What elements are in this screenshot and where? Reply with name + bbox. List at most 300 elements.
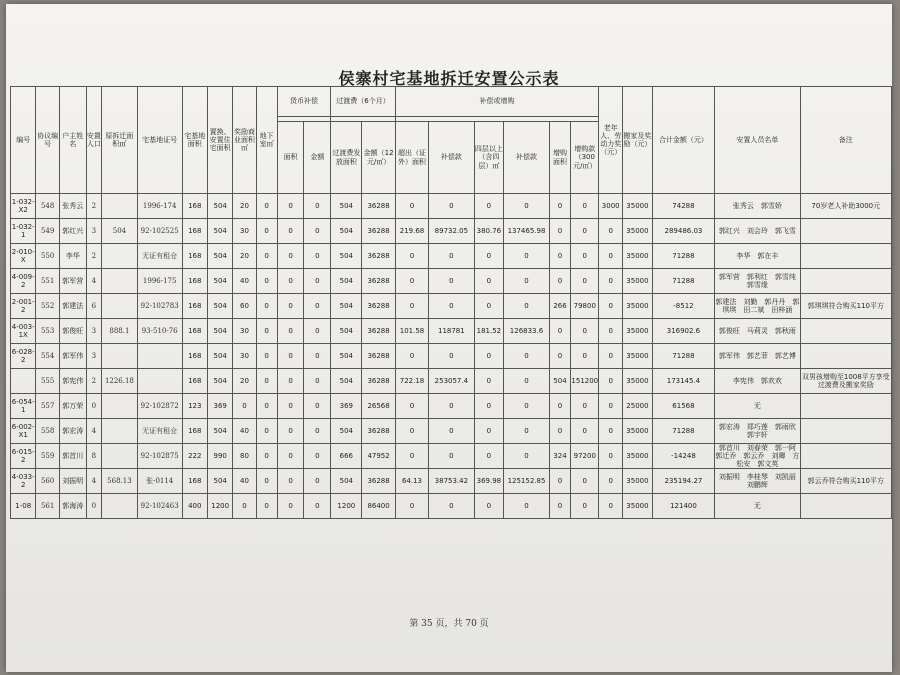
cell-cert: 92-102875 [137,444,182,469]
cell-owner: 郭建法 [59,294,86,319]
cell-owner: 刘振明 [59,469,86,494]
cell-aa: 0 [549,269,571,294]
cell-rel: 35000 [623,369,653,394]
cell-ff: 369.98 [474,469,504,494]
header-num: 编号 [11,87,36,194]
cell-remark [800,494,891,519]
cell-agr: 554 [36,344,59,369]
cell-ha: 168 [182,369,207,394]
cell-remark [800,394,891,419]
cell-ta: 666 [331,444,362,469]
cell-bs: 0 [256,344,277,369]
cell-ba: 20 [233,369,256,394]
cell-cf2: 0 [504,269,550,294]
cell-ea: 0 [395,444,428,469]
cell-sa: 504 [207,244,233,269]
cell-ppl: 2 [86,194,102,219]
cell-ma: 0 [277,219,304,244]
cell-eld: 0 [599,219,623,244]
cell-aa: 0 [549,219,571,244]
cell-bs: 0 [256,494,277,519]
cell-eld: 0 [599,294,623,319]
cell-bs: 0 [256,444,277,469]
cell-total: 61568 [652,394,714,419]
cell-ma: 0 [277,419,304,444]
table-row [11,194,892,219]
cell-ppl: 3 [86,319,102,344]
cell-owner: 郭军营 [59,269,86,294]
cell-ta: 504 [331,369,362,394]
cell-ba: 30 [233,219,256,244]
cell-ha: 123 [182,394,207,419]
cell-total: 71288 [652,419,714,444]
cell-rel: 35000 [623,219,653,244]
cell-ta: 504 [331,244,362,269]
cell-persons: 郭红兴 刘会玲 郭飞雪 [715,219,800,244]
header-monetary: 货币补偿 [277,87,331,117]
cell-num: 2-010-X [11,244,36,269]
header-bonus-area: 奖励商业面积㎡ [233,87,256,194]
cell-tamt: 36288 [362,294,395,319]
cell-owner: 郭宏涛 [59,419,86,444]
cell-aa: 0 [549,344,571,369]
cell-num: 6-002-X1 [11,419,36,444]
cell-num: 6-015-2 [11,444,36,469]
cell-ppl: 4 [86,269,102,294]
cell-cf2: 0 [504,444,550,469]
cell-aa: 0 [549,194,571,219]
cell-agr: 560 [36,469,59,494]
cell-agr: 557 [36,394,59,419]
cell-owner: 郭红兴 [59,219,86,244]
cell-eld: 0 [599,419,623,444]
cell-total: 71288 [652,269,714,294]
cell-agr: 552 [36,294,59,319]
cell-owner: 郭俊旺 [59,319,86,344]
cell-rel: 35000 [623,419,653,444]
cell-bs: 0 [256,219,277,244]
cell-ba: 40 [233,469,256,494]
cell-ba: 20 [233,194,256,219]
cell-cf: 0 [429,269,474,294]
cell-aa: 0 [549,394,571,419]
cell-ta: 504 [331,194,362,219]
cell-ma: 0 [277,369,304,394]
cell-ta: 504 [331,419,362,444]
cell-mamt: 0 [304,269,331,294]
cell-ha: 168 [182,294,207,319]
cell-rel: 35000 [623,194,653,219]
cell-ff: 0 [474,294,504,319]
cell-persons: 张秀云 郭雪娇 [715,194,800,219]
cell-ma: 0 [277,244,304,269]
cell-agr: 559 [36,444,59,469]
cell-eld: 3000 [599,194,623,219]
cell-aa: 0 [549,244,571,269]
cell-cert: 1996-174 [137,194,182,219]
cell-ppl: 0 [86,394,102,419]
cell-cf: 0 [429,494,474,519]
cell-orig [102,244,138,269]
cell-ma: 0 [277,319,304,344]
cell-ea: 0 [395,419,428,444]
cell-tamt: 36288 [362,194,395,219]
cell-ea: 64.13 [395,469,428,494]
cell-tamt: 36288 [362,319,395,344]
cell-ha: 168 [182,269,207,294]
cell-ha: 168 [182,344,207,369]
cell-tamt: 36288 [362,419,395,444]
cell-cert: 无证有租仓 [137,419,182,444]
cell-persons: 郭军营 郭利红 郭雪纯 郭雪缘 [715,269,800,294]
cell-eld: 0 [599,469,623,494]
cell-bs: 0 [256,369,277,394]
cell-ha: 222 [182,444,207,469]
cell-total: 121400 [652,494,714,519]
cell-aa: 0 [549,319,571,344]
cell-persons: 无 [715,394,800,419]
cell-agr: 551 [36,269,59,294]
cell-ba: 30 [233,344,256,369]
cell-ta: 504 [331,269,362,294]
header-mon-amount: 金额 [304,122,331,194]
cell-total: -14248 [652,444,714,469]
cell-ea: 0 [395,344,428,369]
cell-ha: 168 [182,319,207,344]
cell-aa: 0 [549,494,571,519]
cell-num [11,369,36,394]
cell-ff: 0 [474,494,504,519]
cell-agr: 558 [36,419,59,444]
cell-owner: 郭万荣 [59,394,86,419]
cell-eld: 0 [599,444,623,469]
cell-cf2: 0 [504,294,550,319]
cell-ba: 20 [233,244,256,269]
cell-persons: 郭宏涛 郑巧莲 郭雨欣 郭宇轩 [715,419,800,444]
cell-ff: 380.76 [474,219,504,244]
cell-rel: 35000 [623,494,653,519]
header-remarks: 备注 [800,87,891,194]
relocation-table [10,86,892,519]
cell-mamt: 0 [304,419,331,444]
cell-sa: 504 [207,219,233,244]
cell-persons: 李华 郭在丰 [715,244,800,269]
cell-remark [800,244,891,269]
cell-persons: 无 [715,494,800,519]
cell-total: 71288 [652,344,714,369]
cell-eld: 0 [599,394,623,419]
header-agreement: 协议编号 [36,87,59,194]
cell-cf2: 0 [504,194,550,219]
cell-persons: 郭俊旺 马莉灵 郭秋雨 [715,319,800,344]
table-row [11,269,892,294]
table-header [11,87,892,194]
table-row [11,419,892,444]
cell-orig [102,194,138,219]
cell-orig [102,294,138,319]
cell-ta: 504 [331,319,362,344]
cell-eld: 0 [599,369,623,394]
cell-ta: 504 [331,469,362,494]
header-fourth-floor: 四层以上（含四层）㎡ [474,122,504,194]
cell-cf2: 0 [504,244,550,269]
cell-ppl: 3 [86,219,102,244]
cell-remark: 70岁老人补助3000元 [800,194,891,219]
cell-persons: 刘振明 李桂琴 刘凯丽 刘鹏辉 [715,469,800,494]
cell-tamt: 36288 [362,369,395,394]
header-tr-amount: 金额（12元/㎡） [362,122,395,194]
cell-cf2: 137465.98 [504,219,550,244]
cell-tamt: 36288 [362,469,395,494]
cell-total: 289486.03 [652,219,714,244]
table-row [11,294,892,319]
cell-persons: 李宪伟 郭欢欢 [715,369,800,394]
header-orig-area: 原拆迁面积㎡ [102,87,138,194]
header-total: 合计金额（元） [652,87,714,194]
cell-ba: 0 [233,394,256,419]
cell-ea: 0 [395,194,428,219]
cell-ba: 60 [233,294,256,319]
cell-af: 0 [571,344,599,369]
cell-sa: 504 [207,269,233,294]
cell-cf2: 126833.6 [504,319,550,344]
cell-cf: 0 [429,344,474,369]
cell-af: 0 [571,244,599,269]
table-row [11,394,892,419]
cell-cf: 0 [429,194,474,219]
cell-sa: 504 [207,194,233,219]
cell-aa: 0 [549,469,571,494]
cell-bs: 0 [256,294,277,319]
cell-num: 4-033-2 [11,469,36,494]
cell-ba: 40 [233,269,256,294]
cell-ff: 0 [474,244,504,269]
cell-sa: 990 [207,444,233,469]
cell-mamt: 0 [304,494,331,519]
cell-orig [102,444,138,469]
cell-orig [102,344,138,369]
cell-cf: 89732.05 [429,219,474,244]
table-row [11,319,892,344]
cell-agr: 555 [36,369,59,394]
cell-num: 1-032-1 [11,219,36,244]
cell-cf: 0 [429,444,474,469]
header-people: 安置人口 [86,87,102,194]
cell-persons: 郭首川 刘春荣 郭一阿 郭迁乔 郭云乔 刘卿 方松安 郭文英 [715,444,803,469]
cell-ea: 101.58 [395,319,428,344]
cell-af: 79800 [571,294,599,319]
cell-ma: 0 [277,344,304,369]
header-tr-area: 过渡费发放面积 [331,122,362,194]
header-excess-area: 超出（证外）面积 [395,122,428,194]
cell-sa: 1200 [207,494,233,519]
cell-total: 74288 [652,194,714,219]
cell-agr: 553 [36,319,59,344]
cell-num: 1-08 [11,494,36,519]
cell-ff: 181.52 [474,319,504,344]
cell-af: 0 [571,319,599,344]
cell-cf2: 0 [504,369,550,394]
cell-ma: 0 [277,444,304,469]
cell-ha: 168 [182,219,207,244]
cell-ma: 0 [277,394,304,419]
cell-tamt: 47952 [362,444,395,469]
cell-mamt: 0 [304,469,331,494]
cell-cf: 0 [429,394,474,419]
cell-ff: 0 [474,369,504,394]
cell-num: 6-054-1 [11,394,36,419]
cell-tamt: 86400 [362,494,395,519]
table-row [11,469,892,494]
cell-ha: 168 [182,194,207,219]
cell-rel: 35000 [623,244,653,269]
header-transition: 过渡费（6个月） [331,87,396,117]
cell-cf2: 125152.85 [504,469,550,494]
table-row [11,244,892,269]
cell-ff: 0 [474,394,504,419]
cell-cert: 张-0114 [137,469,182,494]
cell-mamt: 0 [304,294,331,319]
cell-ea: 0 [395,269,428,294]
cell-eld: 0 [599,244,623,269]
cell-owner: 张秀云 [59,194,86,219]
cell-ppl: 2 [86,244,102,269]
cell-af: 0 [571,494,599,519]
cell-remark [800,319,891,344]
cell-persons: 郭建法 刘勤 郭丹丹 郭琪琪 田二斌 田梓涵 [715,294,800,319]
cell-orig [102,394,138,419]
header-relocation: 搬家及奖励（元） [623,87,653,194]
cell-af: 0 [571,194,599,219]
cell-ma: 0 [277,469,304,494]
cell-eld: 0 [599,319,623,344]
header-owner: 户主姓名 [59,87,86,194]
cell-tamt: 36288 [362,269,395,294]
cell-total: -8512 [652,294,714,319]
cell-num: 6-028-2 [11,344,36,369]
cell-sa: 504 [207,419,233,444]
cell-bs: 0 [256,394,277,419]
cell-ff: 0 [474,444,504,469]
cell-remark [800,219,891,244]
table-row [11,219,892,244]
cell-ta: 504 [331,294,362,319]
header-elderly: 老年人、劳动力奖（元） [599,87,623,194]
cell-aa: 266 [549,294,571,319]
cell-ff: 0 [474,269,504,294]
cell-ta: 369 [331,394,362,419]
cell-eld: 0 [599,344,623,369]
cell-cert: 92-102463 [137,494,182,519]
cell-rel: 35000 [623,344,653,369]
cell-agr: 550 [36,244,59,269]
cell-orig: 1226.18 [102,369,138,394]
cell-ta: 1200 [331,494,362,519]
cell-aa: 504 [549,369,571,394]
cell-orig: 888.1 [102,319,138,344]
cell-remark [800,444,891,469]
cell-owner: 郭海涛 [59,494,86,519]
table-row [11,494,892,519]
cell-remark [800,344,891,369]
cell-remark: 双男孩增购至1008平方享受过渡费及搬家奖励 [800,369,891,394]
table-body [11,194,892,519]
table-row [11,369,892,394]
cell-ff: 0 [474,344,504,369]
cell-af: 0 [571,469,599,494]
cell-num: 1-032-X2 [11,194,36,219]
cell-total: 71288 [652,244,714,269]
cell-bs: 0 [256,194,277,219]
cell-owner: 郭军伟 [59,344,86,369]
cell-tamt: 36288 [362,219,395,244]
cell-total: 173145.4 [652,369,714,394]
cell-tamt: 26568 [362,394,395,419]
cell-ff: 0 [474,194,504,219]
cell-ma: 0 [277,269,304,294]
cell-agr: 549 [36,219,59,244]
cell-cf2: 0 [504,494,550,519]
cell-mamt: 0 [304,244,331,269]
cell-remark [800,269,891,294]
cell-cf: 0 [429,294,474,319]
cell-rel: 35000 [623,319,653,344]
table-row [11,344,892,369]
page-title: 侯寨村宅基地拆迁安置公示表 [338,69,560,88]
cell-num: 4-003-1X [11,319,36,344]
cell-ppl: 6 [86,294,102,319]
cell-orig [102,269,138,294]
cell-sa: 504 [207,294,233,319]
cell-ha: 168 [182,244,207,269]
cell-mamt: 0 [304,319,331,344]
cell-total: 235194.27 [652,469,714,494]
cell-cert: 92-102525 [137,219,182,244]
cell-mamt: 0 [304,194,331,219]
cell-cert [137,344,182,369]
header-add-area: 增购面积 [549,122,571,194]
cell-bs: 0 [256,244,277,269]
cell-af: 0 [571,269,599,294]
cell-rel: 35000 [623,469,653,494]
cell-rel: 35000 [623,294,653,319]
cell-aa: 324 [549,444,571,469]
cell-cf: 0 [429,419,474,444]
cell-rel: 35000 [623,444,653,469]
cell-num: 2-001-2 [11,294,36,319]
header-comp-fee: 补偿款 [429,122,474,194]
cell-remark: 郭琪琪符合购买110平方 [800,294,891,319]
cell-sa: 504 [207,369,233,394]
cell-eld: 0 [599,269,623,294]
cell-af: 151200 [571,369,599,394]
header-mon-area: 面积 [277,122,304,194]
cell-rel: 25000 [623,394,653,419]
cell-cf2: 0 [504,394,550,419]
cell-aa: 0 [549,419,571,444]
cell-sa: 504 [207,344,233,369]
cell-af: 0 [571,219,599,244]
cell-ea: 0 [395,244,428,269]
cell-af: 97200 [571,444,599,469]
cell-num: 4-009-2 [11,269,36,294]
cell-cert: 无证有租仓 [137,244,182,269]
header-comp-fee2: 补偿款 [504,122,550,194]
cell-cert: 92-102872 [137,394,182,419]
cell-ta: 504 [331,219,362,244]
cell-cert: 1996-175 [137,269,182,294]
cell-ea: 722.18 [395,369,428,394]
